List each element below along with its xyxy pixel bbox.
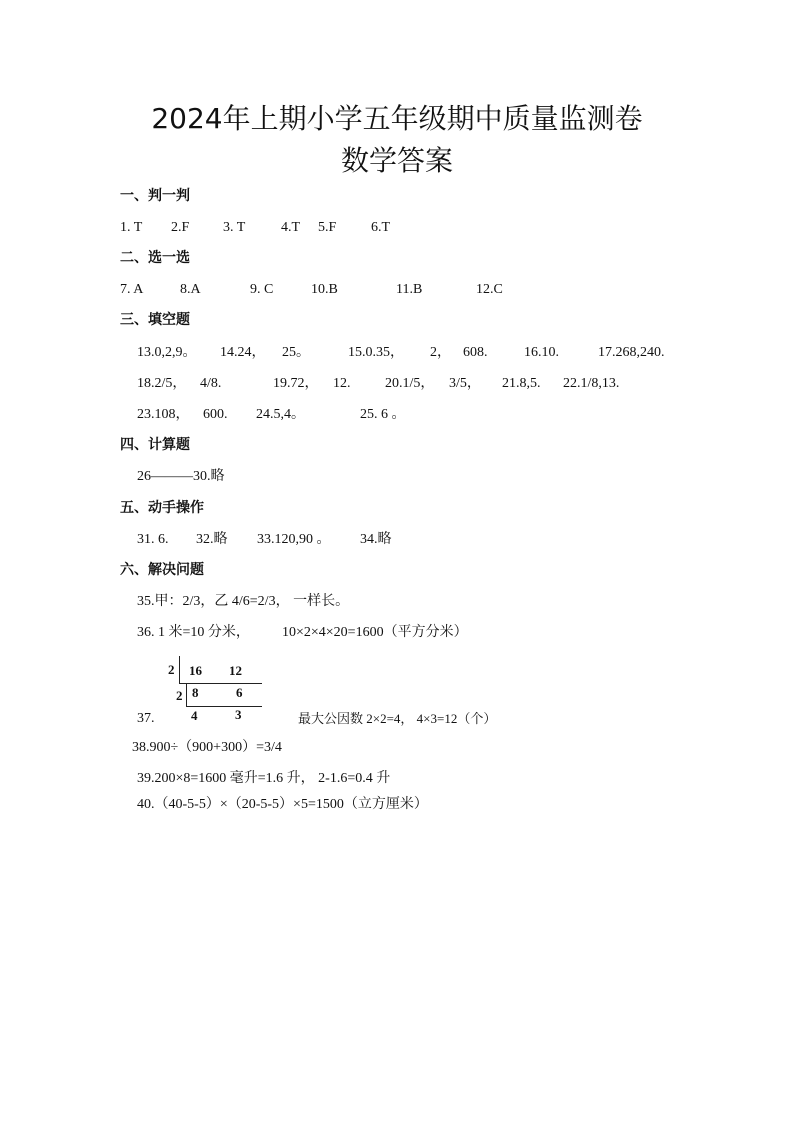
ladder-value: 6	[236, 685, 243, 700]
answer-item: 600.	[203, 407, 228, 422]
answer-item: 12.C	[476, 282, 503, 297]
answer-item: 1. T	[120, 220, 143, 235]
section-heading-solve: 六、解决问题	[120, 562, 204, 578]
answer-item: 25. 6 。	[360, 407, 406, 422]
answer-item: 34.略	[360, 532, 392, 547]
ladder-divider-line	[186, 706, 262, 707]
answer-item: 13.0,2,9。	[137, 345, 197, 360]
answer-item: 32.略	[196, 532, 228, 547]
answer-item: 6.T	[371, 220, 391, 235]
answer-item: 18.2/5，	[137, 376, 187, 391]
answer-item: 24.5,4。	[256, 407, 305, 422]
answer-39: 39.200×8=1600 毫升=1.6 升， 2-1.6=0.4 升	[137, 771, 391, 786]
section-heading-fill: 三、填空题	[120, 312, 190, 328]
answer-item: 31. 6.	[137, 532, 169, 547]
section-heading-judge: 一、判一判	[120, 188, 190, 204]
answer-item: 21.8,5.	[502, 376, 541, 391]
answer-item: 608.	[463, 345, 488, 360]
ladder-divider-line	[179, 683, 262, 684]
answer-item: 3. T	[223, 220, 246, 235]
answer-37-label: 37.	[137, 711, 155, 726]
ladder-divisor: 2	[168, 662, 175, 677]
short-division-ladder	[150, 656, 280, 726]
answer-item: 7. A	[120, 282, 144, 297]
answer-40: 40.（40-5-5）×（20-5-5）×5=1500（立方厘米）	[137, 797, 428, 812]
ladder-divider-line	[186, 683, 187, 707]
answer-36-part-a: 36. 1 米=10 分米，	[137, 625, 250, 640]
answer-item: 11.B	[396, 282, 423, 297]
ladder-divider-line	[179, 656, 180, 684]
answer-item: 20.1/5，	[385, 376, 435, 391]
answer-item: 23.108，	[137, 407, 190, 422]
answer-item: 5.F	[318, 220, 337, 235]
calc-answer: 26———30.略	[137, 469, 225, 484]
answer-item: 33.120,90 。	[257, 532, 331, 547]
answer-item: 4/8.	[200, 376, 222, 391]
ladder-value: 16	[189, 663, 202, 678]
ladder-value: 3	[235, 707, 242, 722]
page-subtitle: 数学答案	[340, 144, 453, 177]
answer-37-text: 最大公因数 2×2=4， 4×3=12（个）	[298, 711, 497, 726]
answer-item: 19.72，	[273, 376, 319, 391]
page-title: 2024年上期小学五年级期中质量监测卷	[151, 102, 643, 135]
answer-item: 16.10.	[524, 345, 559, 360]
answer-item: 2.F	[171, 220, 190, 235]
answer-item: 4.T	[281, 220, 301, 235]
ladder-value: 12	[229, 663, 242, 678]
answer-item: 15.0.35，	[348, 345, 404, 360]
answer-36-part-b: 10×2×4×20=1600（平方分米）	[282, 625, 468, 640]
ladder-divisor: 2	[176, 688, 183, 703]
answer-item: 3/5，	[449, 376, 481, 391]
answer-item: 14.24，	[220, 345, 266, 360]
answer-item: 17.268,240.	[598, 345, 665, 360]
answer-38: 38.900÷（900+300）=3/4	[132, 740, 282, 755]
section-heading-operate: 五、动手操作	[120, 500, 204, 516]
answer-item: 22.1/8,13.	[563, 376, 620, 391]
section-heading-choose: 二、选一选	[120, 250, 190, 266]
answer-item: 2，	[430, 345, 451, 360]
ladder-value: 8	[192, 685, 199, 700]
ladder-value: 4	[191, 708, 198, 723]
answer-item: 25。	[282, 345, 310, 360]
answer-item: 8.A	[180, 282, 201, 297]
answer-35: 35.甲：2/3，乙 4/6=2/3， 一样长。	[137, 594, 350, 609]
answer-item: 12.	[333, 376, 351, 391]
answer-item: 9. C	[250, 282, 274, 297]
answer-item: 10.B	[311, 282, 338, 297]
section-heading-calc: 四、计算题	[120, 437, 190, 453]
